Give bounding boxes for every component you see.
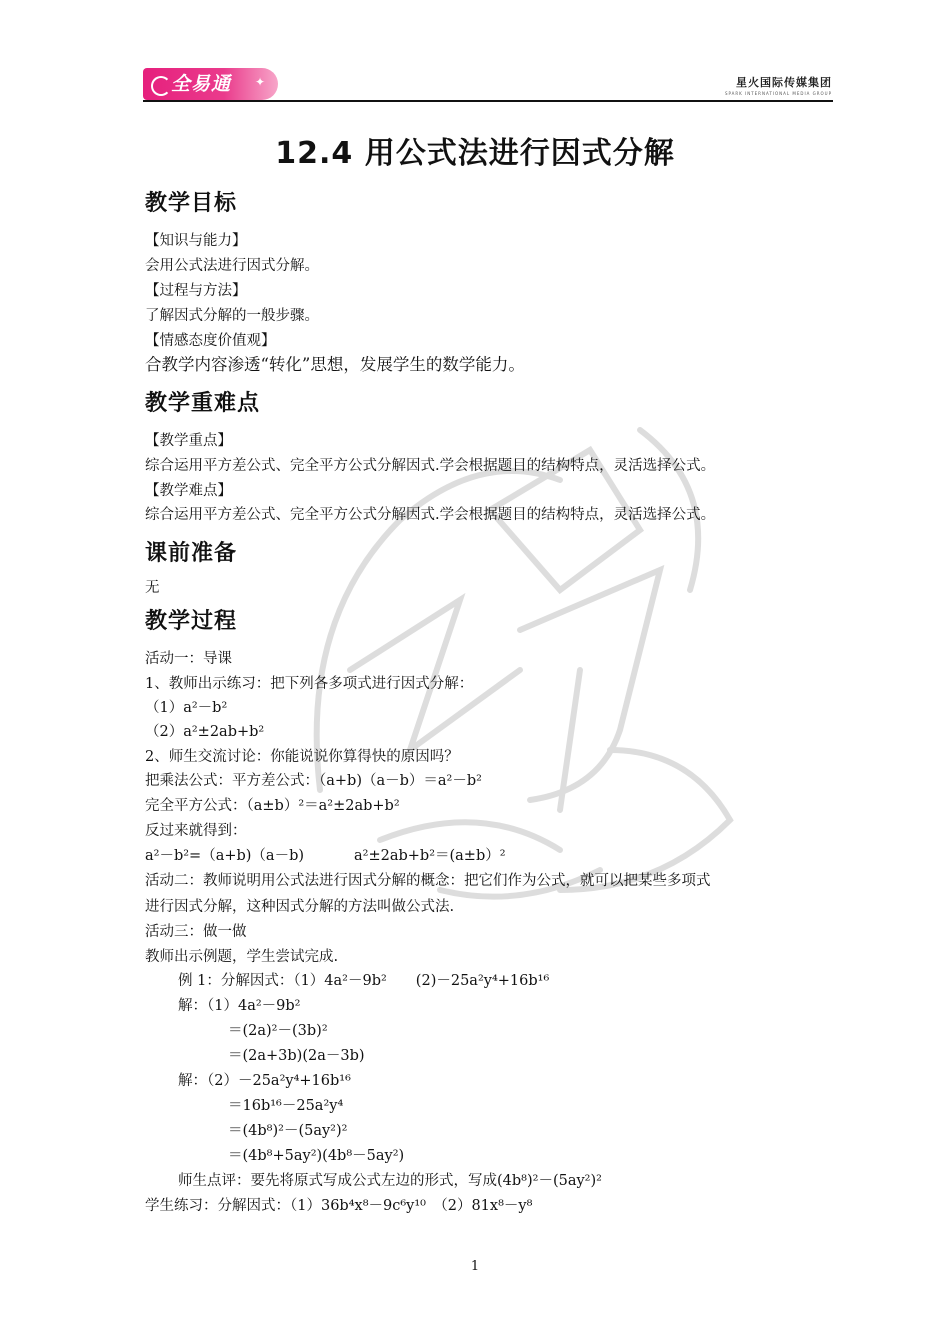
- solution-line: 解：（2）－25a²y⁴+16b¹⁶: [178, 1073, 351, 1089]
- label-difficulty: 【教学难点】: [145, 483, 232, 499]
- page-title: 12.4 用公式法进行因式分解: [275, 136, 675, 171]
- section-heading-prep: 课前准备: [145, 541, 238, 566]
- process-line: 进行因式分解，这种因式分解的方法叫做公式法.: [145, 899, 455, 915]
- student-practice: 学生练习：分解因式：（1）36b⁴x⁸－9c⁶y¹⁰ （2）81x⁸－y⁸: [145, 1198, 533, 1214]
- example-1: 例 1：分解因式：（1）4a²－9b² (2)－25a²y⁴+16b¹⁶: [178, 973, 550, 989]
- label-focus: 【教学重点】: [145, 433, 232, 449]
- teacher-comment: 师生点评：要先将原式写成公式左边的形式，写成(4b⁸)²－(5ay²)²: [178, 1173, 602, 1189]
- text-process: 了解因式分解的一般步骤。: [145, 308, 319, 324]
- process-line: （2）a²±2ab+b²: [145, 724, 265, 740]
- process-line: （1）a²－b²: [145, 700, 228, 716]
- solution-line: ＝(4b⁸+5ay²)(4b⁸－5ay²): [228, 1148, 405, 1164]
- section-heading-process: 教学过程: [145, 609, 238, 634]
- formula-square: a²±2ab+b²＝(a±b）²: [354, 848, 506, 864]
- solution-line: ＝(2a)²－(3b)²: [228, 1023, 328, 1039]
- label-process: 【过程与方法】: [145, 283, 247, 299]
- label-emotion: 【情感态度价值观】: [145, 333, 276, 349]
- swirl-icon: [151, 76, 171, 96]
- process-line: 活动一：导课: [145, 651, 232, 667]
- text-emotion: 合教学内容渗透“转化”思想，发展学生的数学能力。: [145, 355, 525, 374]
- process-line: 1、教师出示练习：把下列各多项式进行因式分解：: [145, 676, 474, 692]
- text-knowledge: 会用公式法进行因式分解。: [145, 258, 319, 274]
- solution-line: ＝(4b⁸)²－(5ay²)²: [228, 1123, 348, 1139]
- process-line: 2、师生交流讨论：你能说说你算得快的原因吗？: [145, 749, 459, 765]
- process-line: 活动二：教师说明用公式法进行因式分解的概念：把它们作为公式，就可以把某些多项式: [145, 873, 711, 889]
- publisher-name: 星火国际传媒集团: [736, 76, 832, 89]
- text-prep: 无: [145, 580, 160, 596]
- solution-line: ＝16b¹⁶－25a²y⁴: [228, 1098, 344, 1114]
- section-heading-goals: 教学目标: [145, 191, 238, 216]
- process-line: 活动三：做一做: [145, 924, 247, 940]
- brand-logo: [143, 68, 278, 100]
- process-line: 完全平方公式：（a±b）²＝a²±2ab+b²: [145, 798, 400, 814]
- solution-line: ＝(2a+3b)(2a－3b): [228, 1048, 365, 1064]
- logo-text: 全易通: [171, 73, 232, 95]
- publisher-name-en: SPARK INTERNATIONAL MEDIA GROUP: [724, 91, 832, 96]
- process-line: 把乘法公式：平方差公式：（a+b)（a－b）＝a²－b²: [145, 773, 482, 789]
- process-line: 反过来就得到：: [145, 823, 247, 839]
- star-icon: ✦: [254, 75, 266, 89]
- text-difficulty: 综合运用平方差公式、完全平方公式分解因式.学会根据题目的结构特点，灵活选择公式。: [145, 507, 716, 523]
- solution-line: 解：（1）4a²－9b²: [178, 998, 301, 1014]
- label-knowledge: 【知识与能力】: [145, 233, 247, 249]
- process-line: 教师出示例题，学生尝试完成.: [145, 949, 339, 965]
- formula-difference: a²－b²=（a+b)（a－b): [145, 848, 305, 864]
- header-divider: [143, 100, 833, 102]
- section-heading-keys: 教学重难点: [145, 391, 261, 416]
- page-number: 1: [470, 1259, 480, 1274]
- publisher-brand: [725, 74, 832, 96]
- text-focus: 综合运用平方差公式、完全平方公式分解因式.学会根据题目的结构特点，灵活选择公式。: [145, 458, 716, 474]
